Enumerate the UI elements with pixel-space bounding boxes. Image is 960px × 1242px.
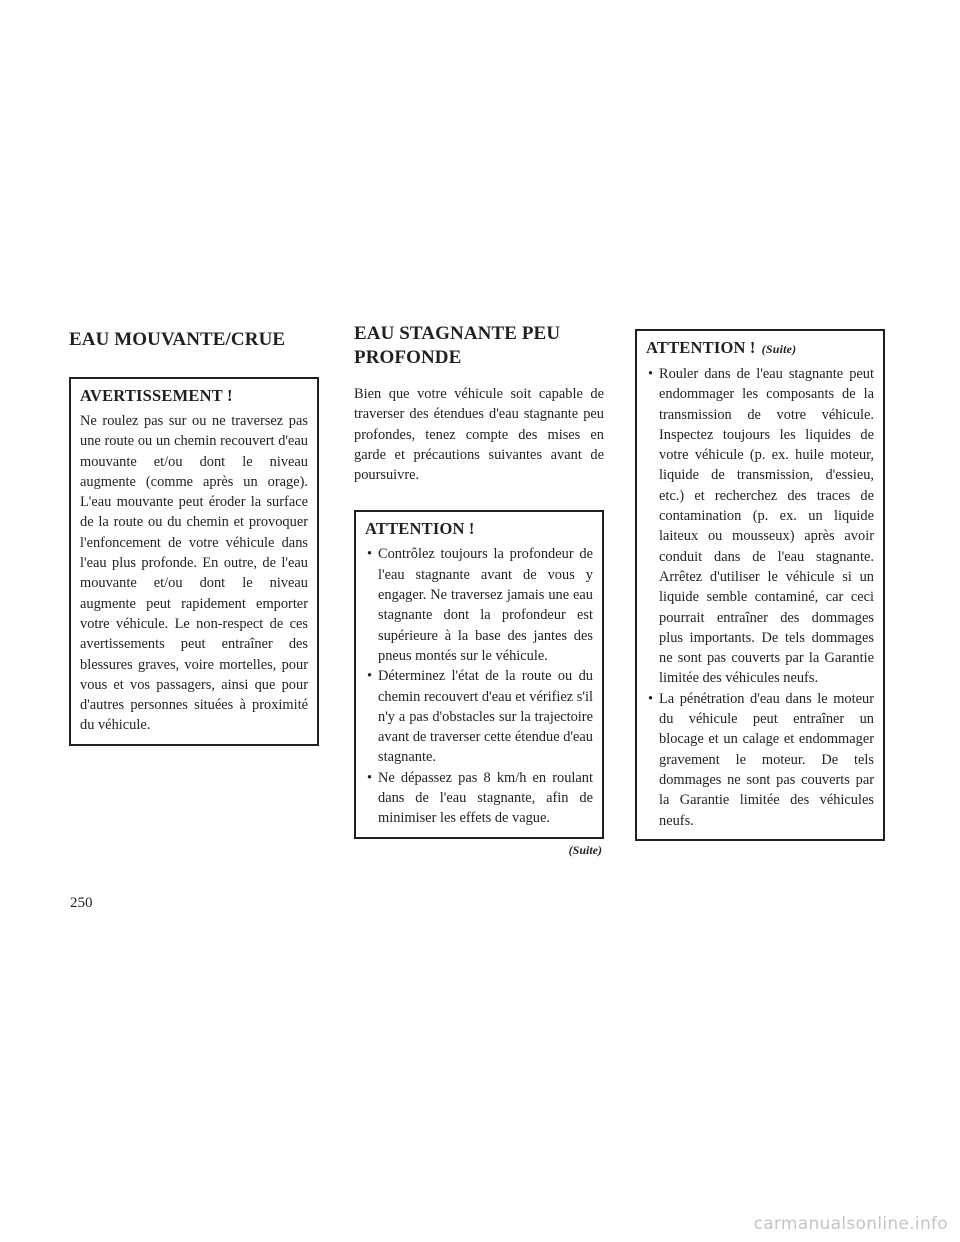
column-middle: [354, 322, 604, 858]
warning-text: Ne roulez pas sur ou ne traversez pas une route ou un chemin recouvert d'eau mouvante et/ou dont le niveau augmente (comme après un orage). L'eau mouvante peut éroder la surface de la route ou du chemin et provoquer l'enfoncement de votre véhicule dans l'eau plus profonde. En outre, de l'eau mouvante et/ou dont le niveau augmente peut rapidement emporter votre véhicule. Le non-respect de ces avertissements peut entraîner des blessures graves, voire mortelles, pour vous et vos passagers, ainsi que pour d'autres personnes situées à proximité du véhicule.: [80, 413, 308, 734]
caution-title-continued: [646, 337, 874, 360]
caution-box: [354, 510, 604, 838]
section-title-line1: EAU STAGNANTE PEU: [354, 323, 561, 344]
caution-item: • La pénétration d'eau dans le moteur du véhicule peut entraîner un blocage et un calage et endommager gravement le moteur. De tels dommages ne sont pas couverts par la Garantie limitée des véhicules neufs.: [646, 689, 874, 831]
caution-item: • Contrôlez toujours la profondeur de l'eau stagnante avant de vous y engager. Ne traversez jamais une eau stagnante dont la profondeur est supérieure à la base des jantes des pneus montés sur le véhicule.: [365, 544, 593, 666]
continued-label: (Suite): [568, 842, 602, 857]
caution-list: [365, 544, 593, 828]
caution-item: • Déterminez l'état de la route ou du chemin recouvert d'eau et vérifiez s'il n'y a pas d'obstacles sur la trajectoire avant de traverser cette étendue d'eau stagnante.: [365, 666, 593, 767]
section-title-line2: PROFONDE: [354, 347, 462, 368]
column-left: [69, 322, 319, 746]
caution-box-continued: [635, 329, 885, 841]
continued-inline-label: (Suite): [761, 342, 797, 356]
section-title-moving-water: EAU MOUVANTE/CRUE: [69, 329, 286, 350]
intro-paragraph: Bien que votre véhicule soit capable de traverser des étendues d'eau stagnante peu profondes, tenez compte des mises en garde et précautions suivantes avant de poursuivre.: [354, 386, 604, 484]
warning-title: AVERTISSEMENT !: [80, 386, 233, 405]
caution-list-continued: [646, 364, 874, 831]
caution-item: • Rouler dans de l'eau stagnante peut endommager les composants de la transmission de votre véhicule. Inspectez toujours les liquides de votre véhicule (p. ex. huile moteur, liquide de transmission, d'essieu, etc.) et recherchez des traces de contamination (p. ex. un liquide laiteux ou mousseux) après avoir conduit dans de l'eau stagnante. Arrêtez d'utiliser le véhicule si un liquide semble contaminé, car ceci pourrait entraîner des dommages plus importants. De tels dommages ne sont pas couverts par la Garantie limitée des véhicules neufs.: [646, 364, 874, 689]
caution-title: ATTENTION !: [365, 519, 475, 539]
caution-item: • Ne dépassez pas 8 km/h en roulant dans de l'eau stagnante, afin de minimiser les effets de vague.: [365, 768, 593, 829]
warning-box: [69, 377, 319, 746]
page-number: 250: [70, 895, 93, 911]
column-right: [635, 329, 885, 841]
caution-title-text: ATTENTION !: [646, 338, 756, 357]
section-title-shallow-water: [354, 322, 604, 370]
watermark-logo: carmanualsonline.info: [753, 1214, 948, 1234]
